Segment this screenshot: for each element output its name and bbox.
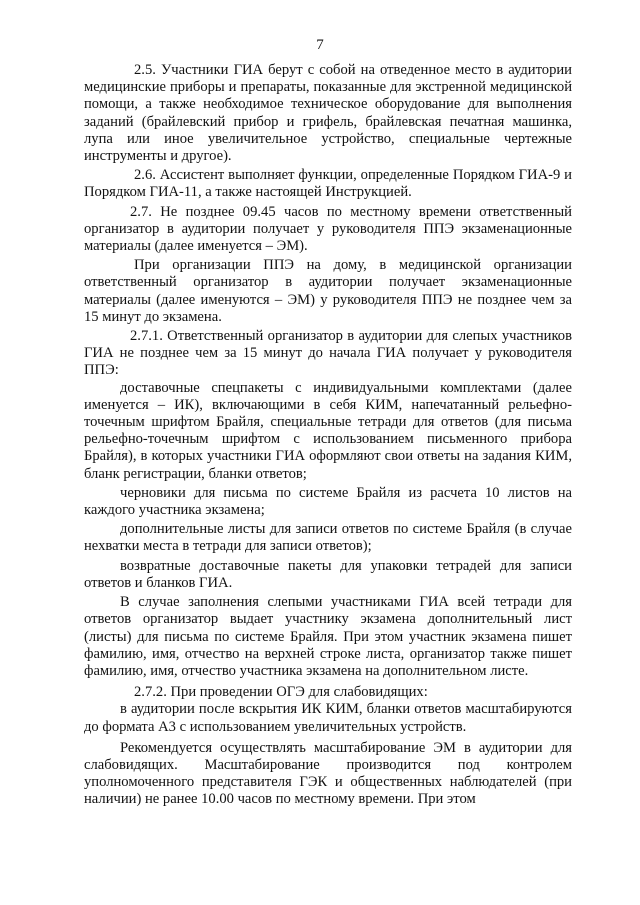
paragraph-2-7-1: 2.7.1. Ответственный организатор в аудитории для слепых участников ГИА не позднее чем за 15 минут до начала ГИА получает у руководителя ППЭ: — [84, 328, 572, 379]
list-item-delivery-packages: доставочные спецпакеты с индивидуальными комплектами (далее именуется – ИК), включающими в себя КИМ, напечатанный рельефно-точечным шрифтом Брайля, специальные тетради для ответов (для письма рельефно-точечным шрифтом с использованием письменного прибора Брайля), в которых участники ГИА оформляют свои ответы на задания КИМ, бланк регистрации, бланки ответов; — [84, 379, 572, 482]
paragraph-full-notebook: В случае заполнения слепыми участниками ГИА всей тетради для ответов организатор выдает участнику экзамена дополнительный лист (листы) для письма по системе Брайля. При этом участник экзамена пишет фамилию, имя, отчество на верхней строке листа, организатор также пишет фамилию, имя, отчество участника экзамена на дополнительном листе. — [84, 594, 572, 679]
paragraph-2-7-2: 2.7.2. При проведении ОГЭ для слабовидящих: — [134, 684, 428, 701]
paragraph-2-6: 2.6. Ассистент выполняет функции, определенные Порядком ГИА-9 и Порядком ГИА-11, а также настоящей Инструкцией. — [84, 167, 572, 201]
paragraph-2-7: 2.7. Не позднее 09.45 часов по местному времени ответственный организатор в аудитории получает у руководителя ППЭ экзаменационные материалы (далее именуется – ЭМ). — [84, 203, 572, 255]
paragraph-scaling-a3: в аудитории после вскрытия ИК КИМ, бланки ответов масштабируются до формата А3 с использованием увеличительных устройств. — [84, 701, 572, 735]
paragraph-2-5: 2.5. Участники ГИА берут с собой на отведенное место в аудитории медицинские приборы и препараты, показанные для экстренной медицинской помощи, а также необходимое техническое оборудование для выполнения заданий (брайлевский прибор и грифель, брайлевская печатная машинка, лупа или иное увеличительное устройство, специальные чертежные инструменты и другое). — [84, 62, 572, 165]
document-body — [84, 62, 572, 809]
list-item-return-packages: возвратные доставочные пакеты для упаковки тетрадей для записи ответов и бланков ГИА. — [84, 557, 572, 591]
paragraph-home-exam: При организации ППЭ на дому, в медицинской организации ответственный организатор в аудитории получает экзаменационные материалы (далее именуются – ЭМ) у руководителя ППЭ не позднее чем за 15 минут до экзамена. — [84, 257, 572, 325]
list-item-drafts: черновики для письма по системе Брайля из расчета 10 листов на каждого участника экзамена; — [84, 484, 572, 519]
list-item-additional-sheets: дополнительные листы для записи ответов по системе Брайля (в случае нехватки места в тетради для записи ответов); — [84, 521, 572, 555]
page-number: 7 — [316, 37, 324, 53]
paragraph-scaling-recommendation: Рекомендуется осуществлять масштабирование ЭМ в аудитории для слабовидящих. Масштабирование производится под контролем уполномоченного представителя ГЭК и общественных наблюдателей (при наличии) не ранее 10.00 часов по местному времени. При этом — [84, 739, 572, 808]
